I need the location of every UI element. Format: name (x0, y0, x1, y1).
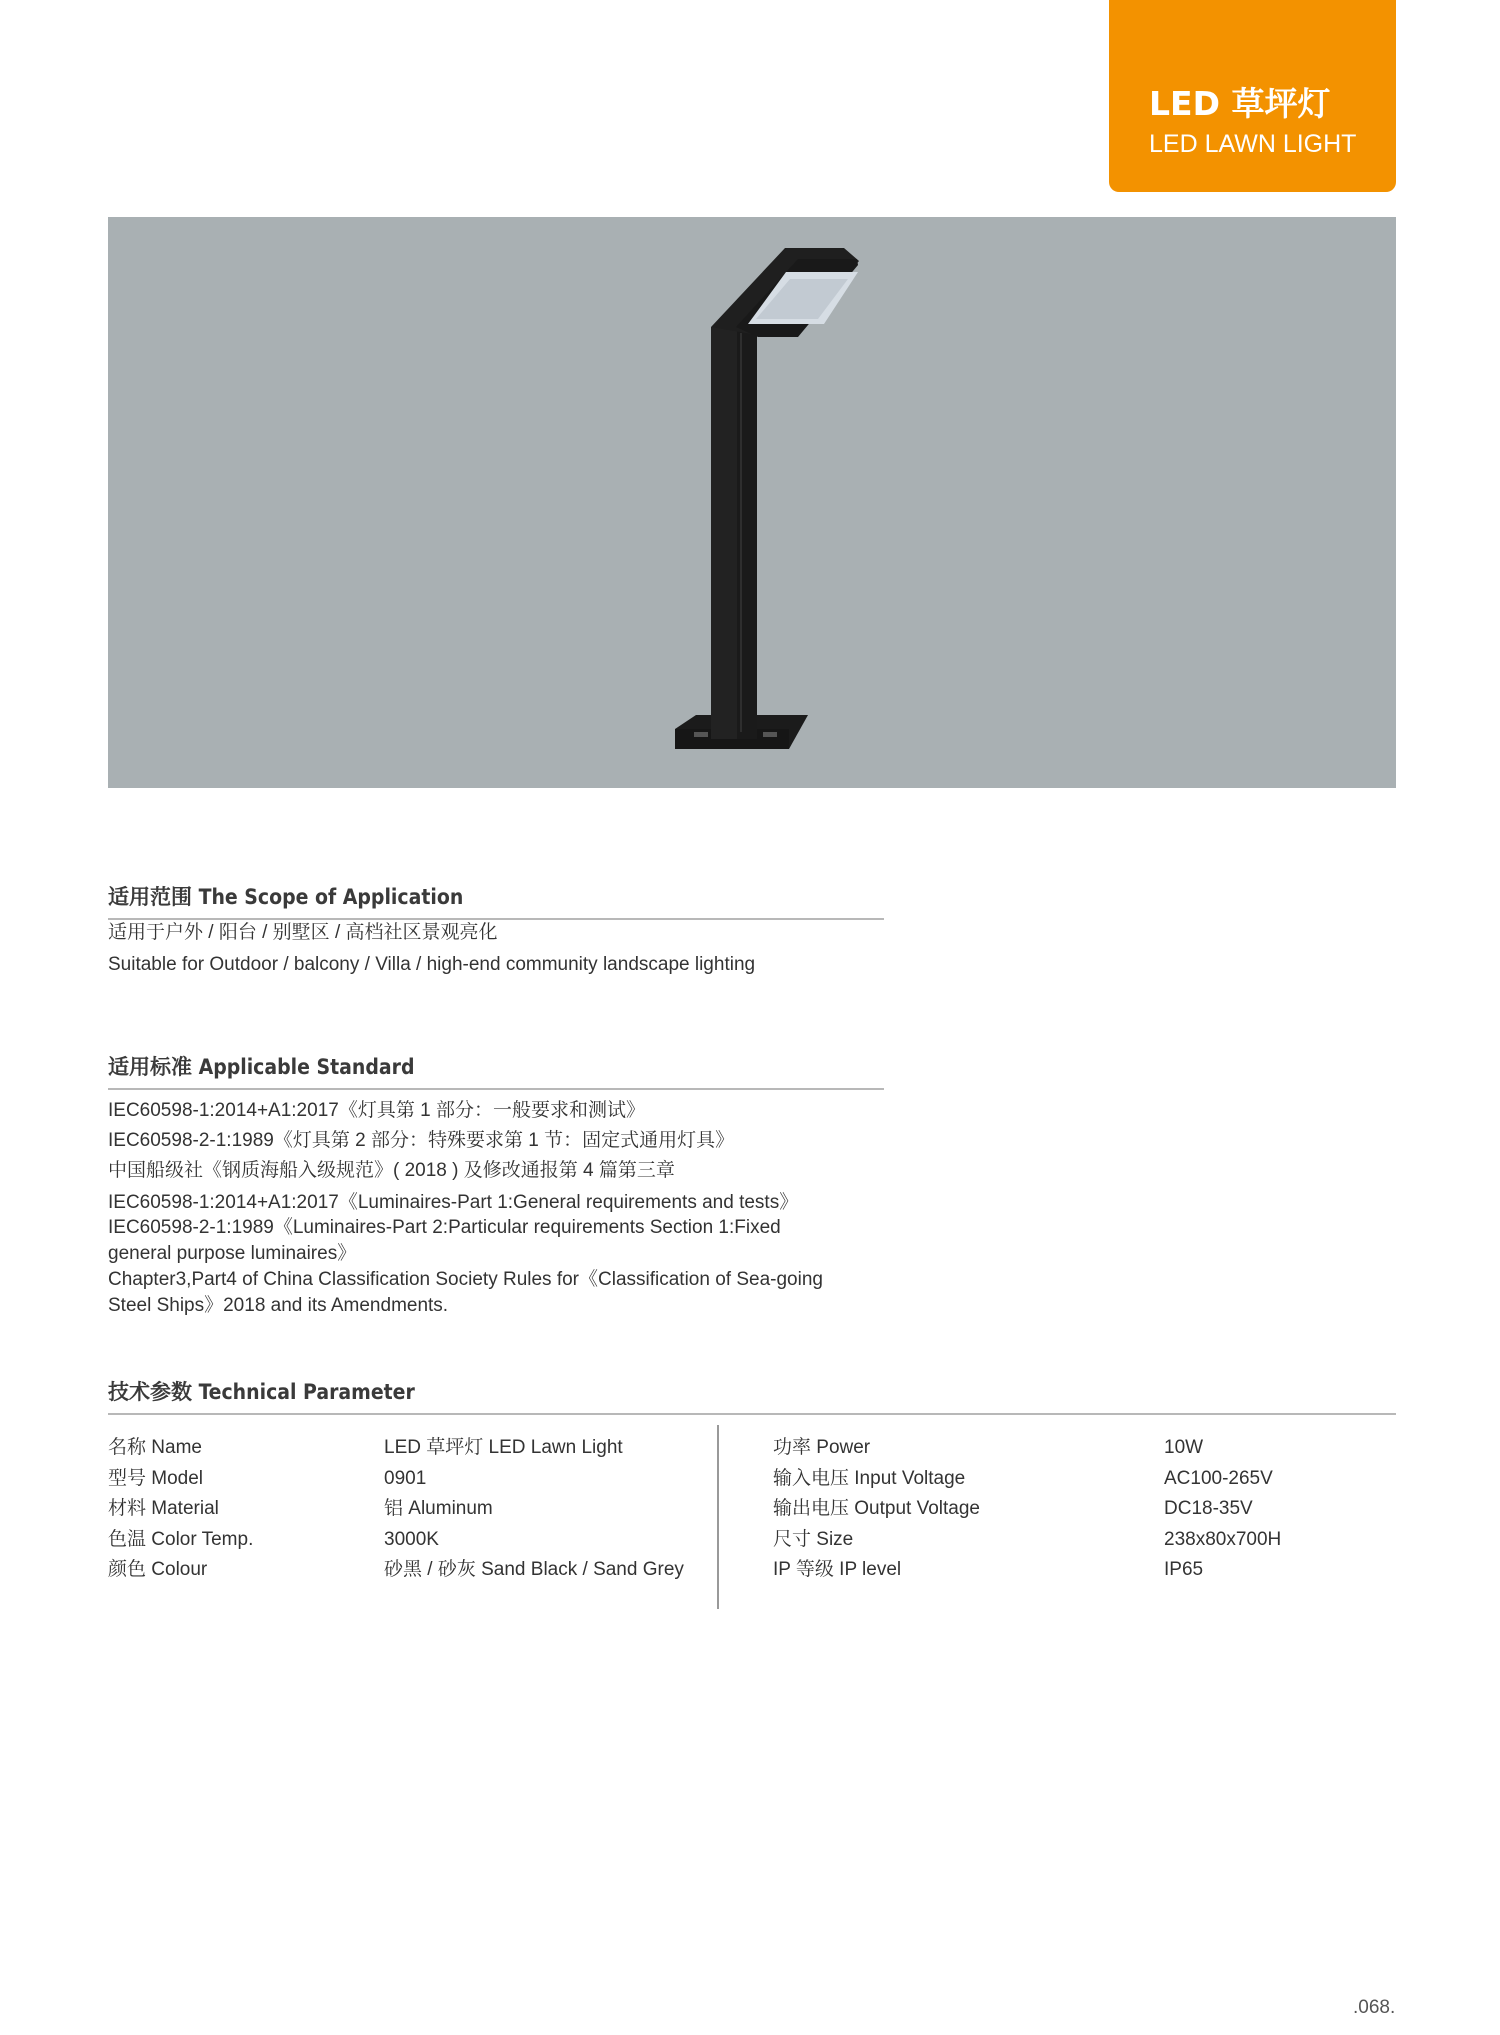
left-values (384, 1433, 684, 1586)
right-labels (773, 1433, 980, 1586)
param-label: 颜色 Colour (108, 1559, 208, 1580)
param-label: 名称 Name (108, 1437, 202, 1458)
category-badge (1109, 0, 1396, 192)
scope-line-en: Suitable for Outdoor / balcony / Villa / high-end community landscape lighting (108, 954, 756, 975)
param-label: 尺寸 Size (773, 1528, 854, 1550)
param-label: 输入电压 Input Voltage (773, 1467, 966, 1489)
param-value: DC18-35V (1164, 1498, 1253, 1519)
param-value: IP65 (1164, 1559, 1204, 1580)
param-value: 铝 Aluminum (384, 1498, 493, 1519)
standard-line: IEC60598-1:2014+A1:2017《Luminaires-Part 1:General requirements and tests》 (108, 1192, 799, 1213)
standard-heading: 适用标准 Applicable Standard (108, 1048, 884, 1090)
standard-line: Chapter3,Part4 of China Classification Society Rules for《Classification of Sea-going (108, 1269, 823, 1290)
standard-line: IEC60598-2-1:1989《灯具第 2 部分：特殊要求第 1 节：固定式通用灯具》 (108, 1130, 735, 1151)
page-number: .068. (1353, 1997, 1396, 2018)
param-value: 3000K (384, 1528, 439, 1550)
column-divider (717, 1425, 719, 1609)
param-value: AC100-265V (1164, 1467, 1273, 1489)
scope-line-cn: 适用于户外 / 阳台 / 别墅区 / 高档社区景观亮化 (108, 922, 498, 943)
standard-line: 中国船级社《钢质海船入级规范》( 2018 ) 及修改通报第 4 篇第三章 (108, 1160, 675, 1181)
param-label: 色温 Color Temp. (108, 1528, 254, 1550)
lawn-light-illustration (108, 217, 1396, 788)
param-value: 10W (1164, 1437, 1204, 1458)
technical-parameter-table (108, 1425, 1396, 1609)
param-value: 238x80x700H (1164, 1528, 1282, 1550)
scope-heading: 适用范围 The Scope of Application (108, 878, 884, 920)
technical-heading: 技术参数 Technical Parameter (108, 1373, 1396, 1415)
param-label: 输出电压 Output Voltage (773, 1498, 980, 1519)
param-label: 功率 Power (773, 1437, 871, 1458)
standard-line: IEC60598-1:2014+A1:2017《灯具第 1 部分：一般要求和测试》 (108, 1100, 645, 1121)
standard-line: general purpose luminaires》 (108, 1243, 357, 1264)
param-label: 材料 Material (108, 1498, 219, 1519)
left-labels (108, 1433, 253, 1586)
product-photo (108, 217, 1396, 788)
param-value: 0901 (384, 1467, 427, 1489)
standard-line: IEC60598-2-1:1989《Luminaires-Part 2:Particular requirements Section 1:Fixed (108, 1217, 781, 1238)
category-title: LED 草坪灯 (1149, 84, 1331, 123)
param-value: 砂黑 / 砂灰 Sand Black / Sand Grey (384, 1559, 684, 1580)
param-label: IP 等级 IP level (773, 1559, 902, 1580)
category-subtitle: LED LAWN LIGHT (1149, 130, 1357, 158)
right-values (1164, 1433, 1281, 1586)
standard-line: Steel Ships》2018 and its Amendments. (108, 1295, 449, 1316)
param-label: 型号 Model (108, 1467, 204, 1489)
param-value: LED 草坪灯 LED Lawn Light (384, 1437, 623, 1458)
